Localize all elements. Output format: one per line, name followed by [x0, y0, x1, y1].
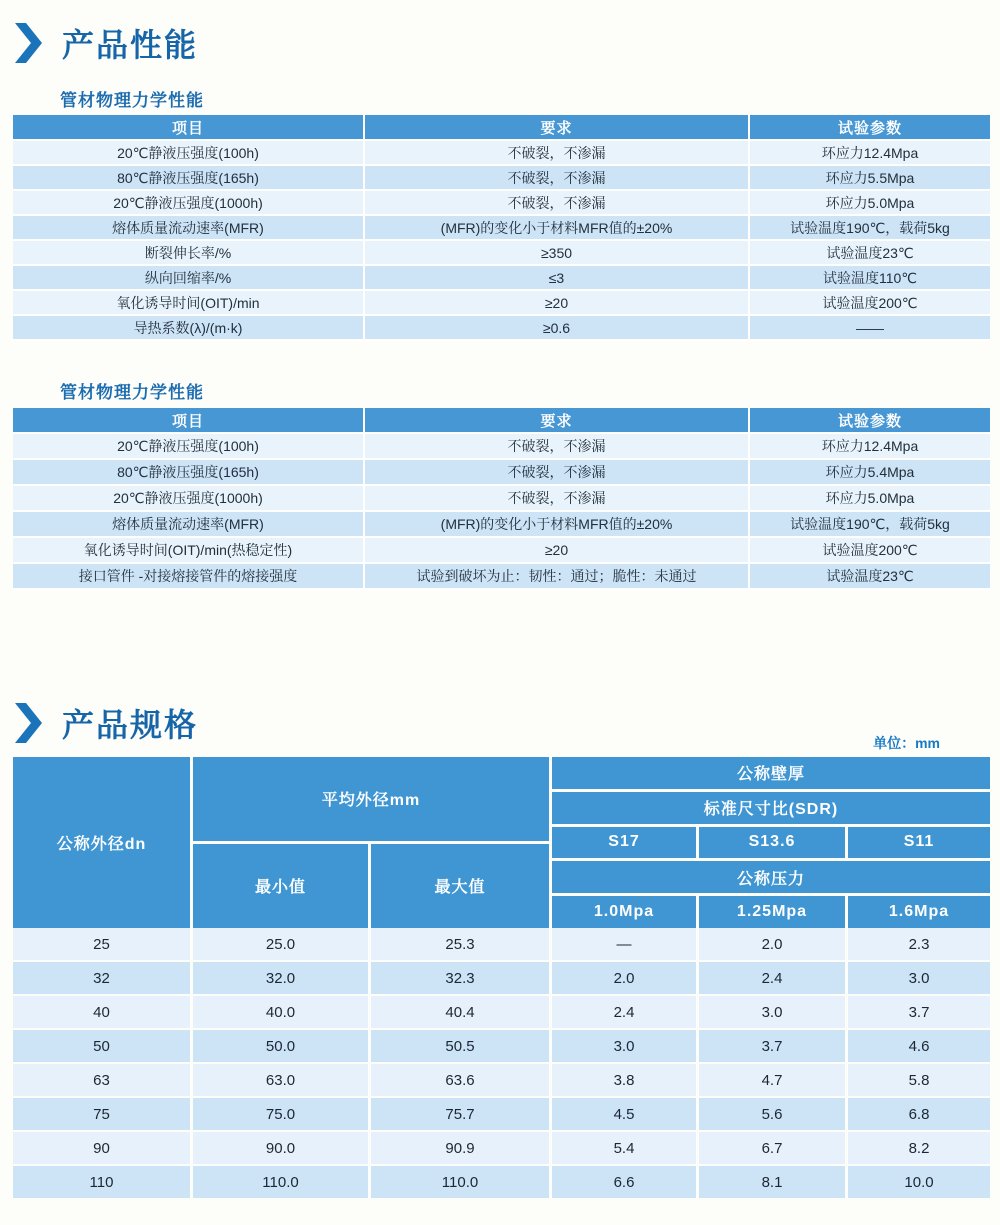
s13-6-wall-cell: 2.0: [699, 928, 845, 960]
subheading-pipe-properties-1: 管材物理力学性能: [60, 91, 204, 110]
test-parameter-cell: 试验温度23℃: [750, 241, 990, 264]
table-row: [13, 241, 990, 264]
header-min-value: 最小值: [193, 844, 368, 928]
table-row: [13, 564, 990, 588]
header-1-6mpa: 1.6Mpa: [848, 896, 990, 928]
s13-6-wall-cell: 2.4: [699, 962, 845, 994]
s11-wall-cell: 6.8: [848, 1098, 990, 1130]
requirement-cell: 不破裂，不渗漏: [365, 191, 748, 214]
header-s17: S17: [552, 827, 696, 859]
requirement-cell: ≥0.6: [365, 316, 748, 339]
header-nominal-od: 公称外径dn: [13, 757, 190, 928]
min-od-cell: 32.0: [193, 962, 368, 994]
header-nominal-pressure: 公称压力: [552, 861, 990, 893]
table-row: [13, 141, 990, 164]
header-s13-6: S13.6: [699, 827, 845, 859]
min-od-cell: 25.0: [193, 928, 368, 960]
dn-cell: 32: [13, 962, 190, 994]
dn-cell: 40: [13, 996, 190, 1028]
dn-cell: 50: [13, 1030, 190, 1062]
s11-wall-cell: 8.2: [848, 1132, 990, 1164]
item-cell: 20℃静液压强度(100h): [13, 434, 363, 458]
s17-wall-cell: 3.8: [552, 1064, 696, 1096]
table-row: [13, 316, 990, 339]
min-od-cell: 40.0: [193, 996, 368, 1028]
column-header: 要求: [365, 115, 748, 139]
test-parameter-cell: ——: [750, 316, 990, 339]
max-od-cell: 63.6: [371, 1064, 549, 1096]
table-row: [13, 434, 990, 458]
requirement-cell: ≥20: [365, 538, 748, 562]
s17-wall-cell: 2.0: [552, 962, 696, 994]
requirement-cell: 不破裂，不渗漏: [365, 166, 748, 189]
subheading-pipe-properties-2: 管材物理力学性能: [60, 383, 204, 402]
max-od-cell: 110.0: [371, 1166, 549, 1198]
s11-wall-cell: 5.8: [848, 1064, 990, 1096]
header-nominal-wall-thickness: 公称壁厚: [552, 757, 990, 789]
test-parameter-cell: 试验温度190℃，载荷5kg: [750, 512, 990, 536]
performance-table-2: [13, 408, 990, 590]
section-title-spec: 产品规格: [62, 707, 199, 743]
chevron-right-icon: [14, 703, 48, 743]
dn-cell: 110: [13, 1166, 190, 1198]
s17-wall-cell: 6.6: [552, 1166, 696, 1198]
performance-table-1: [13, 115, 990, 341]
requirement-cell: (MFR)的变化小于材料MFR值的±20%: [365, 216, 748, 239]
requirement-cell: 不破裂，不渗漏: [365, 486, 748, 510]
header-sdr: 标准尺寸比(SDR): [552, 792, 990, 824]
performance-section-header: [14, 20, 198, 66]
requirement-cell: (MFR)的变化小于材料MFR值的±20%: [365, 512, 748, 536]
spec-table-header: [13, 757, 990, 928]
test-parameter-cell: 试验温度110℃: [750, 266, 990, 289]
item-cell: 80℃静液压强度(165h): [13, 166, 363, 189]
column-header: 项目: [13, 115, 363, 139]
s17-wall-cell: 5.4: [552, 1132, 696, 1164]
item-cell: 纵向回缩率/%: [13, 266, 363, 289]
s11-wall-cell: 3.7: [848, 996, 990, 1028]
item-cell: 熔体质量流动速率(MFR): [13, 512, 363, 536]
min-od-cell: 63.0: [193, 1064, 368, 1096]
s11-wall-cell: 3.0: [848, 962, 990, 994]
s13-6-wall-cell: 5.6: [699, 1098, 845, 1130]
column-header: 项目: [13, 408, 363, 432]
table-row: [13, 266, 990, 289]
s13-6-wall-cell: 3.0: [699, 996, 845, 1028]
item-cell: 氧化诱导时间(OIT)/min: [13, 291, 363, 314]
min-od-cell: 50.0: [193, 1030, 368, 1062]
dn-cell: 75: [13, 1098, 190, 1130]
s13-6-wall-cell: 4.7: [699, 1064, 845, 1096]
min-od-cell: 90.0: [193, 1132, 368, 1164]
s17-wall-cell: 4.5: [552, 1098, 696, 1130]
unit-label: 单位：mm: [873, 735, 940, 751]
test-parameter-cell: 试验温度200℃: [750, 538, 990, 562]
max-od-cell: 32.3: [371, 962, 549, 994]
test-parameter-cell: 试验温度23℃: [750, 564, 990, 588]
test-parameter-cell: 环应力5.5Mpa: [750, 166, 990, 189]
spec-table-body: [13, 928, 990, 1200]
table-row: [13, 191, 990, 214]
table-row: [13, 460, 990, 484]
section-title-performance: 产品性能: [62, 27, 199, 63]
requirement-cell: 试验到破坏为止：韧性：通过；脆性：未通过: [365, 564, 748, 588]
spec-table-row: [13, 1098, 990, 1130]
header-1-0mpa: 1.0Mpa: [552, 896, 696, 928]
max-od-cell: 90.9: [371, 1132, 549, 1164]
table-row: [13, 166, 990, 189]
table-row: [13, 538, 990, 562]
dn-cell: 90: [13, 1132, 190, 1164]
s17-wall-cell: 3.0: [552, 1030, 696, 1062]
s11-wall-cell: 2.3: [848, 928, 990, 960]
item-cell: 20℃静液压强度(1000h): [13, 191, 363, 214]
s13-6-wall-cell: 8.1: [699, 1166, 845, 1198]
test-parameter-cell: 环应力5.4Mpa: [750, 460, 990, 484]
item-cell: 断裂伸长率/%: [13, 241, 363, 264]
item-cell: 20℃静液压强度(100h): [13, 141, 363, 164]
s17-wall-cell: —: [552, 928, 696, 960]
spec-section-header: [14, 700, 198, 746]
performance-table-2-body: [13, 434, 990, 588]
requirement-cell: 不破裂，不渗漏: [365, 460, 748, 484]
test-parameter-cell: 试验温度200℃: [750, 291, 990, 314]
performance-table-1-body: [13, 141, 990, 339]
test-parameter-cell: 环应力5.0Mpa: [750, 486, 990, 510]
s11-wall-cell: 10.0: [848, 1166, 990, 1198]
spec-table-row: [13, 1166, 990, 1198]
column-header: 试验参数: [750, 408, 990, 432]
performance-table-1-header: [13, 115, 990, 139]
spec-table-row: [13, 1132, 990, 1164]
test-parameter-cell: 环应力12.4Mpa: [750, 434, 990, 458]
table-row: [13, 512, 990, 536]
spec-table-row: [13, 1030, 990, 1062]
s13-6-wall-cell: 6.7: [699, 1132, 845, 1164]
max-od-cell: 50.5: [371, 1030, 549, 1062]
performance-table-2-header: [13, 408, 990, 432]
requirement-cell: 不破裂，不渗漏: [365, 141, 748, 164]
header-1-25mpa: 1.25Mpa: [699, 896, 845, 928]
s13-6-wall-cell: 3.7: [699, 1030, 845, 1062]
requirement-cell: 不破裂，不渗漏: [365, 434, 748, 458]
header-average-od: 平均外径mm: [193, 757, 549, 841]
table-row: [13, 486, 990, 510]
test-parameter-cell: 试验温度190℃，载荷5kg: [750, 216, 990, 239]
min-od-cell: 75.0: [193, 1098, 368, 1130]
item-cell: 氧化诱导时间(OIT)/min(热稳定性): [13, 538, 363, 562]
chevron-right-icon: [14, 23, 48, 63]
table-row: [13, 216, 990, 239]
header-max-value: 最大值: [371, 844, 549, 928]
test-parameter-cell: 环应力12.4Mpa: [750, 141, 990, 164]
column-header: 要求: [365, 408, 748, 432]
item-cell: 熔体质量流动速率(MFR): [13, 216, 363, 239]
item-cell: 导热系数(λ)/(m·k): [13, 316, 363, 339]
requirement-cell: ≤3: [365, 266, 748, 289]
max-od-cell: 25.3: [371, 928, 549, 960]
item-cell: 80℃静液压强度(165h): [13, 460, 363, 484]
item-cell: 20℃静液压强度(1000h): [13, 486, 363, 510]
max-od-cell: 40.4: [371, 996, 549, 1028]
requirement-cell: ≥350: [365, 241, 748, 264]
requirement-cell: ≥20: [365, 291, 748, 314]
header-s11: S11: [848, 827, 990, 859]
s17-wall-cell: 2.4: [552, 996, 696, 1028]
spec-table-row: [13, 996, 990, 1028]
test-parameter-cell: 环应力5.0Mpa: [750, 191, 990, 214]
min-od-cell: 110.0: [193, 1166, 368, 1198]
item-cell: 接口管件 -对接熔接管件的熔接强度: [13, 564, 363, 588]
spec-table-row: [13, 962, 990, 994]
column-header: 试验参数: [750, 115, 990, 139]
table-row: [13, 291, 990, 314]
spec-table-row: [13, 928, 990, 960]
spec-table-row: [13, 1064, 990, 1096]
dn-cell: 25: [13, 928, 190, 960]
dn-cell: 63: [13, 1064, 190, 1096]
max-od-cell: 75.7: [371, 1098, 549, 1130]
s11-wall-cell: 4.6: [848, 1030, 990, 1062]
